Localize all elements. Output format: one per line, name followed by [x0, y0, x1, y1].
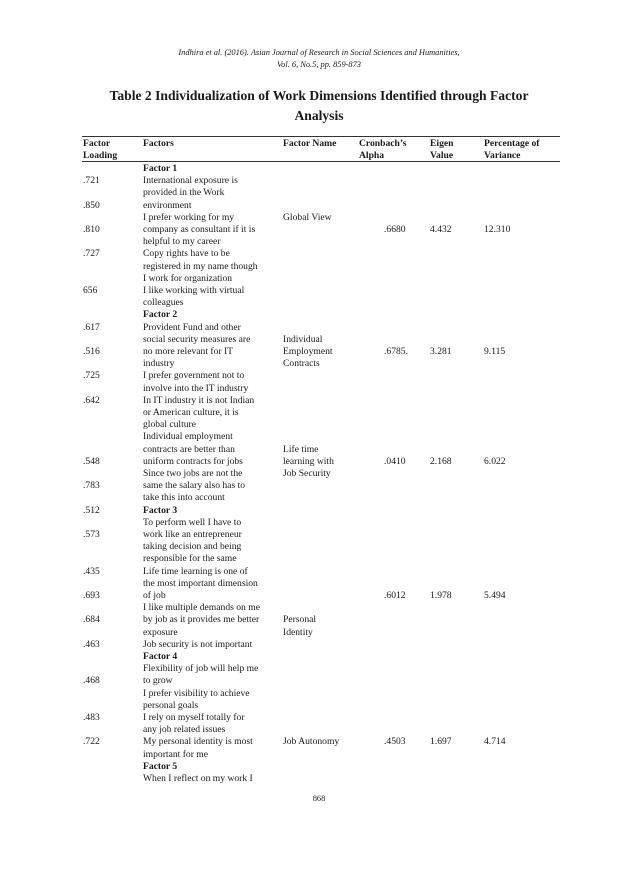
factor-statement-line: company as consultant if it is — [143, 224, 256, 235]
factor-statement-line: I rely on myself totally for — [143, 712, 245, 723]
running-header-citation: Indhira et al. (2016). Asian Journal of Research in Social Sciences and Humanities, — [178, 48, 460, 57]
factor-statement-line: work like an entrepreneur — [143, 529, 242, 540]
factor-statement-line: colleagues — [143, 297, 184, 309]
factor-loading: .684 — [83, 614, 100, 626]
running-header — [0, 47, 638, 71]
factor-loading: .435 — [83, 565, 100, 577]
table-title — [60, 86, 578, 126]
variance-percentage: 9.115 — [484, 346, 506, 357]
factor-loading: .512 — [83, 504, 100, 516]
table-title-line-1: Table 2 Individualization of Work Dimensions Identified through Factor — [109, 88, 529, 103]
variance-percentage: 6.022 — [484, 455, 506, 467]
running-header-volume: Vol. 6, No.5, pp. 859-873 — [277, 60, 361, 69]
factor-heading: Factor 3 — [143, 504, 178, 516]
factor-statement-line: exposure — [143, 626, 178, 638]
col-header-loading-1: Factor — [83, 138, 111, 149]
table-title-line-2: Analysis — [294, 108, 344, 123]
factor-name-line: Job Autonomy — [283, 736, 340, 748]
factor-statement-line: contracts are better than — [143, 443, 235, 455]
factor-heading: Factor 5 — [143, 760, 178, 772]
cronbach-alpha-value: .0410 — [384, 455, 406, 467]
factor-statement-line: I prefer visibility to achieve — [143, 687, 250, 699]
factor-statement-line: Life time learning is one of — [143, 565, 248, 577]
eigen-value: 3.281 — [430, 346, 452, 357]
cronbach-alpha-value: .6012 — [384, 590, 406, 601]
factor-name-line: Contracts — [283, 358, 320, 370]
factor-loading: .783 — [83, 480, 100, 492]
factor-statement-line: Provident Fund and other — [143, 321, 241, 333]
factor-statement-line: environment — [143, 199, 192, 211]
factor-name-line: Employment — [283, 346, 333, 357]
factor-statement-line: any job related issues — [143, 724, 226, 736]
factor-statement-line: To perform well I have to — [143, 516, 242, 528]
col-header-eigen-1: Eigen — [430, 138, 454, 149]
factor-statement-line: provided in the Work — [143, 187, 225, 199]
page-number: 868 — [312, 794, 326, 803]
factor-loading: .693 — [83, 590, 100, 601]
factor-name-line: Global View — [283, 211, 332, 223]
factor-loading: .725 — [83, 370, 100, 382]
factor-statement-line: I prefer government not to — [143, 370, 245, 382]
factor-statement-line: global culture — [143, 419, 197, 431]
eigen-value: 1.697 — [430, 736, 452, 748]
factor-loading: .727 — [83, 248, 100, 260]
factor-statement-line: important for me — [143, 748, 209, 760]
factor-statement-line: When I reflect on my work I — [143, 773, 253, 784]
factor-name-line: Life time — [283, 443, 319, 455]
cronbach-alpha-value: .4503 — [384, 736, 406, 748]
eigen-value: 2.168 — [430, 455, 452, 467]
factor-loading: .850 — [83, 199, 100, 211]
factor-loading: .642 — [83, 394, 100, 406]
factor-statement-line: same the salary also has to — [143, 480, 246, 492]
factor-statement-line: In IT industry it is not Indian — [143, 394, 255, 406]
factor-statement-line: taking decision and being — [143, 541, 242, 553]
factor-statement-line: by job as it provides me better — [143, 614, 260, 626]
cronbach-alpha-value: .6680 — [384, 224, 406, 235]
col-header-eigen-2: Value — [430, 150, 454, 161]
factor-name-line: Identity — [283, 626, 313, 638]
factor-name-line: learning with — [283, 455, 334, 467]
factor-statement-line: take this into account — [143, 492, 225, 504]
factor-statement-line: Since two jobs are not the — [143, 468, 243, 479]
col-header-factors: Factors — [143, 138, 174, 149]
col-header-loading-2: Loading — [83, 150, 118, 161]
factor-heading: Factor 4 — [143, 651, 178, 662]
factor-statement-line: the most important dimension — [143, 577, 258, 589]
factor-loading: .573 — [83, 529, 100, 540]
table-top-rule — [82, 136, 560, 137]
col-header-alpha-2: Alpha — [359, 150, 385, 161]
factor-statement-line: helpful to my career — [143, 236, 221, 248]
variance-percentage: 12.310 — [484, 224, 511, 235]
col-header-alpha-1: Cronbach’s — [359, 138, 407, 149]
cronbach-alpha-value: .6785. — [384, 346, 408, 357]
factor-loading: .810 — [83, 224, 100, 235]
factor-statement-line: of job — [143, 590, 166, 601]
factor-statement-line: responsible for the same — [143, 553, 237, 565]
factor-statement-line: industry — [143, 358, 175, 370]
factor-statement-line: personal goals — [143, 699, 199, 711]
factor-name-line: Individual — [283, 333, 323, 345]
factor-loading: .548 — [83, 455, 100, 467]
factor-loading: .516 — [83, 346, 100, 357]
factor-heading: Factor 2 — [143, 309, 178, 321]
factor-statement-line: registered in my name though — [143, 260, 258, 272]
factor-name-line: Personal — [283, 614, 317, 626]
factor-loading: .617 — [83, 321, 100, 333]
factor-loading: .722 — [83, 736, 100, 748]
factor-loading: .483 — [83, 712, 100, 723]
factor-statement-line: no more relevant for IT — [143, 346, 234, 357]
col-header-factor-name: Factor Name — [283, 138, 337, 149]
col-header-variance-2: Variance — [484, 150, 521, 161]
factor-statement-line: I like working with virtual — [143, 285, 245, 296]
factor-heading: Factor 1 — [143, 163, 178, 174]
variance-percentage: 4.714 — [484, 736, 506, 748]
col-header-variance-1: Percentage of — [484, 138, 540, 149]
factor-loading: .463 — [83, 638, 100, 650]
factor-loading: .721 — [83, 175, 100, 187]
factor-statement-line: I prefer working for my — [143, 211, 235, 223]
factor-statement-line: I work for organization — [143, 272, 233, 284]
eigen-value: 4.432 — [430, 224, 452, 235]
factor-statement-line: Copy rights have to be — [143, 248, 230, 260]
factor-statement-line: to grow — [143, 675, 173, 687]
factor-statement-line: involve into the IT industry — [143, 382, 249, 394]
factor-statement-line: Individual employment — [143, 431, 233, 443]
factor-statement-line: International exposure is — [143, 175, 238, 187]
factor-statement-line: Flexibility of job will help me — [143, 663, 259, 675]
factor-statement-line: My personal identity is most — [143, 736, 253, 748]
factor-statement-line: social security measures are — [143, 333, 251, 345]
factor-statement-line: I like multiple demands on me — [143, 602, 260, 614]
factor-statement-line: Job security is not important — [143, 638, 253, 650]
factor-statement-line: or American culture, it is — [143, 407, 239, 418]
factor-loading: 656 — [83, 285, 98, 296]
eigen-value: 1.978 — [430, 590, 452, 601]
variance-percentage: 5.494 — [484, 590, 506, 601]
factor-name-line: Job Security — [283, 468, 331, 479]
factor-statement-line: uniform contracts for jobs — [143, 455, 243, 467]
factor-loading: .468 — [83, 675, 100, 687]
